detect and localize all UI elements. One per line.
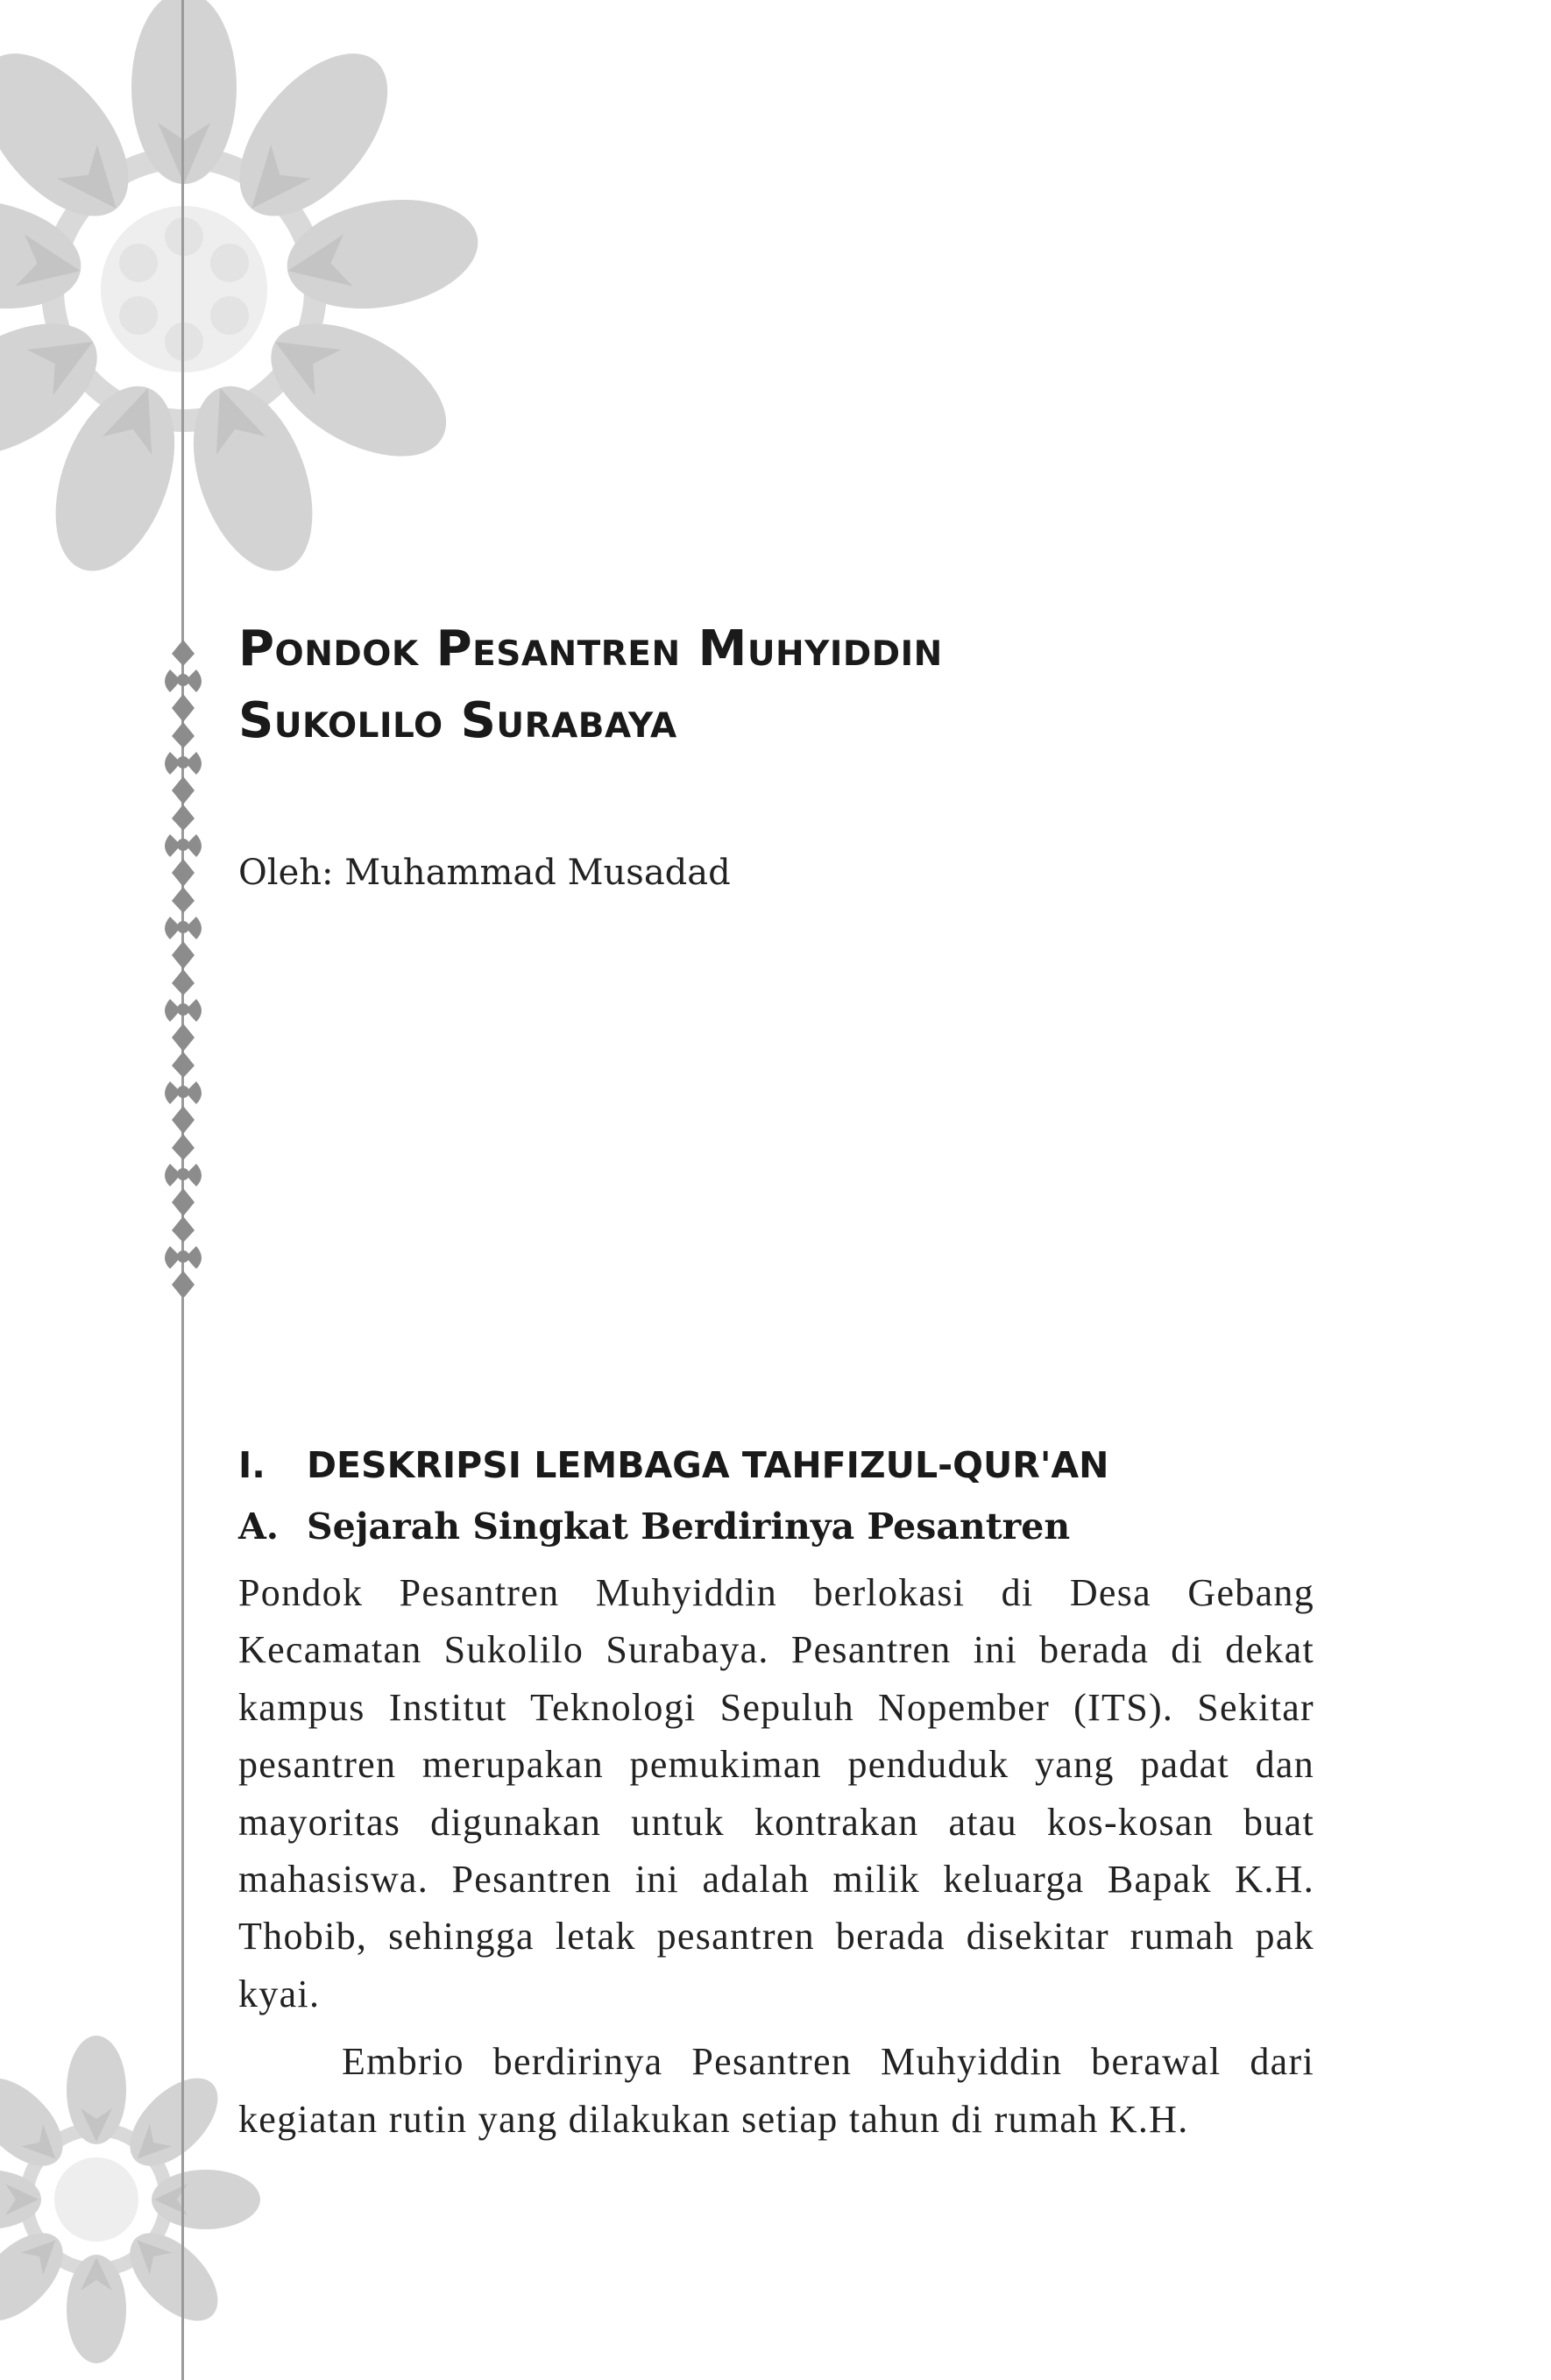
floral-ornament-top [0, 0, 491, 613]
chapter-title [238, 613, 1377, 757]
paragraph-1: Pondok Pesantren Muhyiddin berlokasi di Desa Gebang Kecamatan Sukolilo Surabaya. Pesantren ini berada di dekat kampus Institut Teknologi Sepuluh Nopember (ITS). Sekitar pesantren merupakan pemukiman penduduk yang padat dan mayoritas digunakan untuk kontrakan atau kos-kosan buat mahasiswa. Pesantren ini adalah milik keluarga Bapak K.H. Thobib, sehingga letak pesantren berada disekitar rumah pak kyai. [238, 1571, 1314, 2015]
chapter-title-line-2: Sukolilo Surabaya [238, 692, 677, 749]
floral-ornament-bottom [0, 2033, 263, 2380]
paragraph-2: Embrio berdirinya Pesantren Muhyiddin berawal dari kegiatan rutin yang dilakukan setiap tahun di rumah K.H. [238, 2040, 1314, 2141]
section-title: DESKRIPSI LEMBAGA TAHFIZUL-QUR'AN [307, 1444, 1109, 1486]
section-number: I. [238, 1444, 266, 1486]
body-text [238, 1564, 1314, 2148]
subsection-heading [238, 1502, 1377, 1551]
chapter-title-line-1: Pondok Pesantren Muhyiddin [238, 620, 943, 677]
author-byline: Oleh: Muhammad Musadad [238, 853, 731, 893]
subsection-title: Sejarah Singkat Berdirinya Pesantren [307, 1505, 1071, 1548]
ornamental-chain [156, 640, 210, 1297]
subsection-letter: A. [238, 1505, 280, 1548]
section-heading [238, 1441, 1377, 1490]
